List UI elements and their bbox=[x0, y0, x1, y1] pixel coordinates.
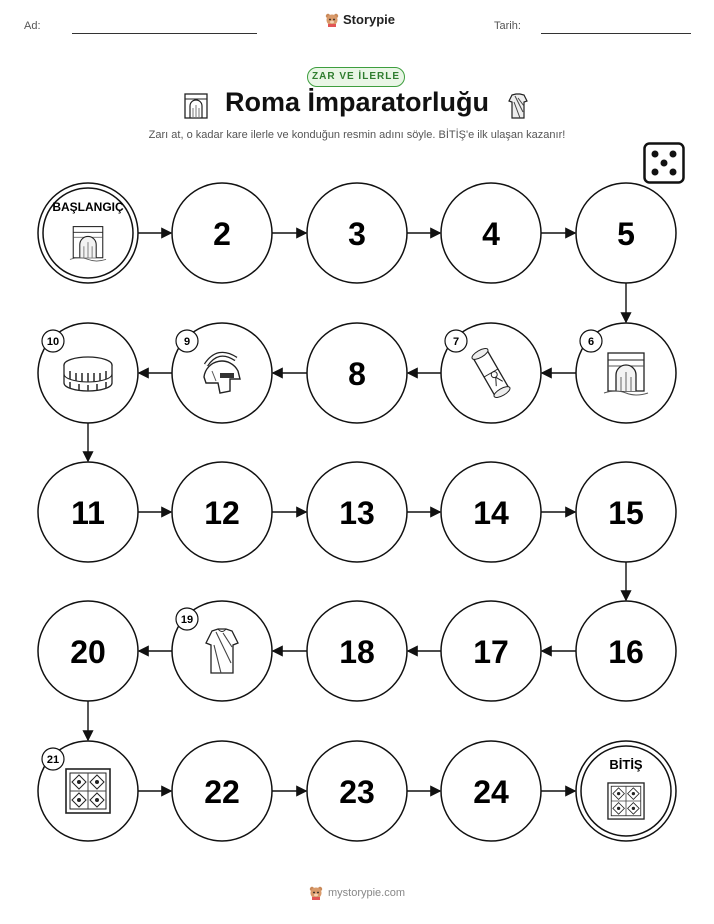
footer bbox=[0, 886, 714, 900]
page-title: Roma İmparatorluğu bbox=[224, 87, 490, 117]
cell-number: 9 bbox=[183, 336, 191, 348]
cell-number: 5 bbox=[617, 216, 635, 252]
board-cell-15 bbox=[576, 462, 676, 562]
cell-number: 10 bbox=[46, 336, 60, 348]
footer-url: mystorypie.com bbox=[327, 887, 406, 899]
cell-number: 19 bbox=[180, 614, 194, 626]
cell-number: 11 bbox=[71, 495, 105, 531]
board-cell-6 bbox=[576, 323, 676, 423]
name-label: Ad: bbox=[24, 20, 41, 32]
board-cell-3 bbox=[307, 183, 407, 283]
cell-number: 15 bbox=[608, 495, 644, 531]
board-cell-11 bbox=[38, 462, 138, 562]
board-cell-20 bbox=[38, 601, 138, 701]
cell-number: 18 bbox=[339, 634, 375, 670]
brand-name: Storypie bbox=[343, 12, 396, 27]
cell-number: 21 bbox=[46, 754, 60, 766]
board-cell-5 bbox=[576, 183, 676, 283]
cell-number: 22 bbox=[204, 774, 240, 810]
board-cell-9 bbox=[172, 323, 272, 423]
board-cell-12 bbox=[172, 462, 272, 562]
cell-number: 4 bbox=[482, 216, 500, 252]
board-cell-18 bbox=[307, 601, 407, 701]
board-cell-16 bbox=[576, 601, 676, 701]
cell-number: 7 bbox=[452, 336, 460, 348]
board-cell-4 bbox=[441, 183, 541, 283]
cell-number: 17 bbox=[473, 634, 509, 670]
aqueduct-icon bbox=[70, 227, 106, 261]
cell-number: 23 bbox=[339, 774, 375, 810]
mosaic-icon bbox=[66, 769, 110, 813]
start-label: BAŞLANGIÇ bbox=[52, 200, 124, 214]
board-cell-10 bbox=[38, 323, 138, 423]
board-cell-17 bbox=[441, 601, 541, 701]
cell-number: 24 bbox=[473, 774, 509, 810]
board-cell-14 bbox=[441, 462, 541, 562]
toga-icon bbox=[206, 629, 238, 673]
mosaic-icon bbox=[608, 783, 644, 819]
bear-mascot-icon bbox=[309, 886, 323, 900]
cell-number: 3 bbox=[348, 216, 366, 252]
finish-label: BİTİŞ bbox=[609, 757, 643, 772]
cell-number: 2 bbox=[213, 216, 231, 252]
board-cell-21 bbox=[38, 741, 138, 841]
board-cell-7 bbox=[441, 323, 541, 423]
activity-badge: ZAR VE İLERLE bbox=[307, 67, 405, 87]
aqueduct-icon bbox=[604, 353, 648, 395]
cell-number: 6 bbox=[587, 336, 595, 348]
board-cell-23 bbox=[307, 741, 407, 841]
cell-number: 8 bbox=[348, 356, 366, 392]
board-cell-8 bbox=[307, 323, 407, 423]
board-cell-19 bbox=[172, 601, 272, 701]
cell-number: 14 bbox=[473, 495, 509, 531]
date-label: Tarih: bbox=[494, 20, 521, 32]
board-cells bbox=[38, 183, 676, 841]
board-cell-finish bbox=[576, 741, 676, 841]
instructions: Zarı at, o kadar kare ilerle ve konduğun resmin adını söyle. BİTİŞ'e ilk ulaşan kazanır! bbox=[148, 129, 566, 141]
cell-number: 13 bbox=[339, 495, 375, 531]
board-cell-24 bbox=[441, 741, 541, 841]
cell-number: 16 bbox=[608, 634, 644, 670]
board-cell-start bbox=[38, 183, 138, 283]
cell-number: 20 bbox=[70, 634, 106, 670]
board-cell-2 bbox=[172, 183, 272, 283]
cell-number: 12 bbox=[204, 495, 240, 531]
board-cell-13 bbox=[307, 462, 407, 562]
board-cell-22 bbox=[172, 741, 272, 841]
colosseum-icon bbox=[64, 357, 112, 391]
